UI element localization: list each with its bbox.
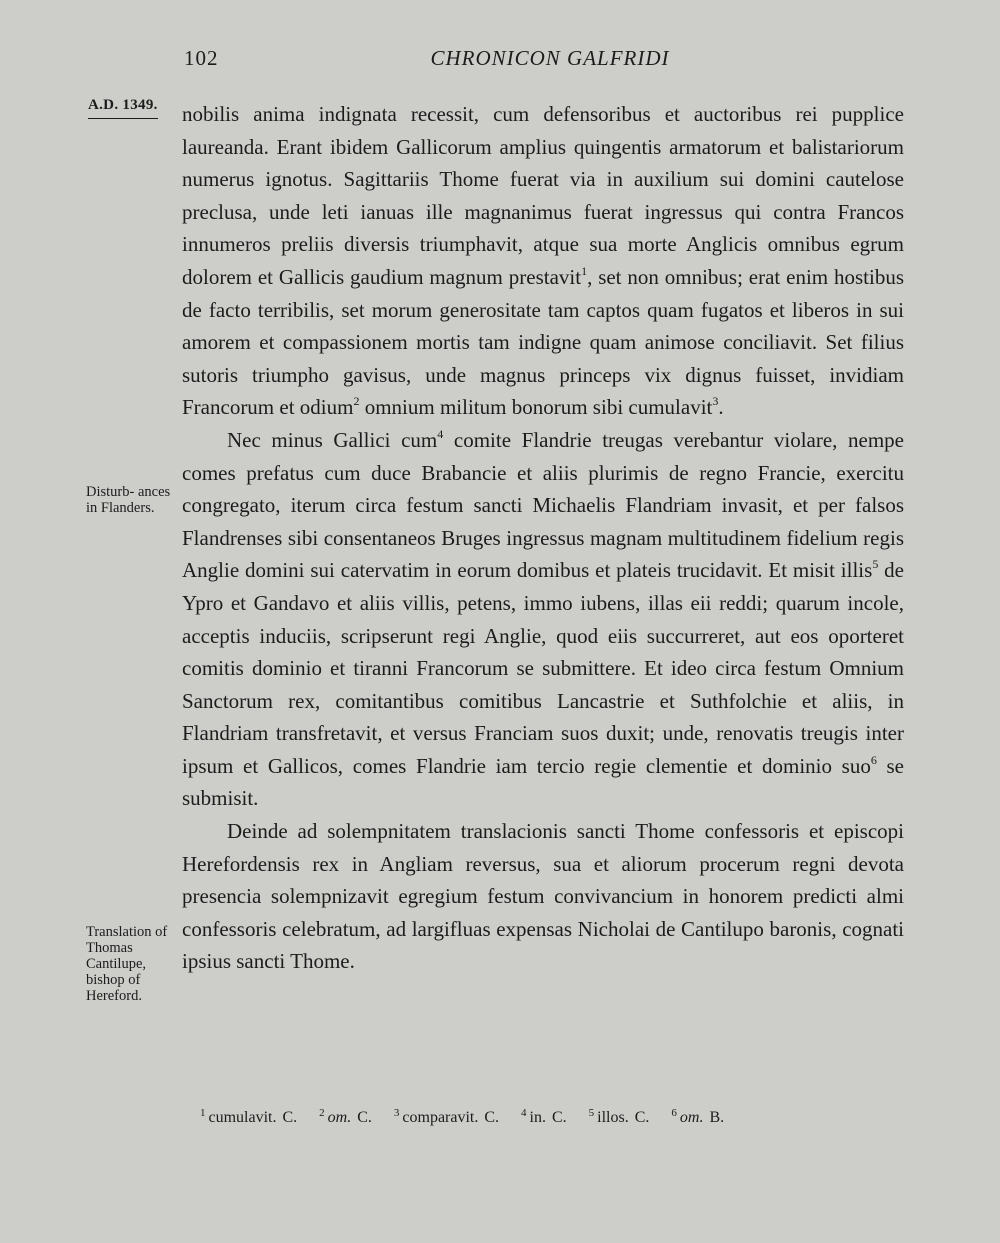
paragraph: Nec minus Gallici cum$^4$ comite Flandrie treugas verebantur violare, nempe comes prefatus cum duce Brabancie et aliis plurimis de regno Francie, exercitu congregato, iterum circa festum sancti Michaelis Flandriam invasit, et per falsos Flandrenses sibi consentaneos Bruges ingressus magnam multitudinem fidelium regis Anglie domini sui catervatim in eorum domibus et plateis trucidavit. Et misit illis$^5$ de Ypro et Gandavo et aliis villis, petens, immo iubens, illas eii reddi; quarum incole, acceptis induciis, scripserunt regi Anglie, quod eiis succurreret, aut eos oporteret comitis dominio et tiranni Francorum se submittere. Et ideo circa festum Omnium Sanctorum rex, comitantibus comitibus Lancastrie et Suthfolchie et aliis, in Flandriam transfretavit, et versus Franciam suos duxit; unde, renovatis treugis inter ipsum et Gallicos, comes Flandrie iam tercio regie clementie et dominio suo$^6$ se submisit.	[182, 426, 904, 811]
paragraph: Deinde ad solempnitatem translacionis sancti Thome confessoris et episcopi Herefordensis rex in Angliam reversus, sua et aliorum procerum regni devota presencia solempnizavit egregium festum convivancium in honorem predicti almi confessoris celebratum, ad largifluas expensas Nicholai de Cantilupo baronis, cognati ipsius sancti Thome.	[182, 819, 904, 974]
footnote: $^3$ comparavit. C.	[393, 1107, 500, 1126]
margin-note-translation: Translation of Thomas Cantilupe, bishop of Hereford.	[86, 924, 168, 1004]
page-number: 102	[184, 46, 219, 70]
footnote-ref: 2	[353, 394, 360, 409]
margin-note-flanders: Disturb- ances in Flanders.	[86, 484, 171, 516]
footnote-ref: 3	[712, 394, 719, 409]
margin-date: A.D. 1349.	[88, 97, 158, 119]
footnote: $^5$ illos. C.	[588, 1107, 650, 1126]
paragraph: nobilis anima indignata recessit, cum defensoribus et auctoribus rei pupplice laureanda. Erant ibidem Gallicorum amplius quingentis armatorum et balistariorum numerus ignotus. Sagittariis Thome fuerat via in auxilium sui domini cautelose preclusa, unde leti ianuas ille magnanimus fuerat ingressus qui contra Francos innumeros preliis diversis triumphavit, atque sua morte Anglicis omnibus egrum dolorem et Gallicis gaudium magnum prestavit$^1$, set non omnibus; erat enim hostibus de facto terribilis, set morum generositate tam captos quam fugatos et liberos in sui amorem et compassionem mortis tam indigne quam animose conciliavit. Set filius sutoris triumpho gavisus, unde magnus princeps vix dignus fuisset, invidiam Francorum et odium$^2$ omnium militum bonorum sibi cumulavit$^3$.	[182, 102, 904, 420]
footnote-ref: 1	[581, 263, 588, 278]
footnote-ref: 4	[437, 426, 444, 441]
running-title: CHRONICON GALFRIDI	[430, 46, 670, 70]
footnote: $^1$ cumulavit. C.	[200, 1107, 298, 1126]
body-text	[182, 98, 904, 978]
footnote: $^4$ in. C.	[521, 1107, 567, 1126]
footnote-ref: 5	[872, 557, 879, 572]
footnote: $^6$ om. B.	[671, 1107, 725, 1126]
footnote-ref: 6	[870, 752, 877, 767]
footnote: $^2$ om. C.	[319, 1107, 372, 1126]
footnotes	[200, 1108, 900, 1129]
page-header	[0, 46, 1000, 76]
